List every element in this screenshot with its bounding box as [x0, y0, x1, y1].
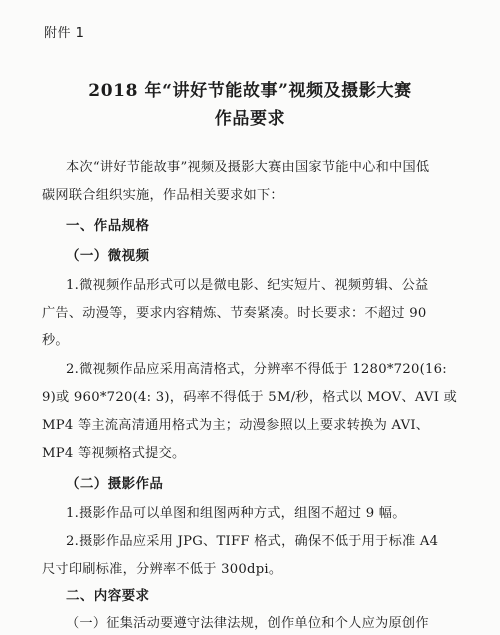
video-item-2-line-4: MP4 等视频格式提交。 [42, 446, 186, 461]
section-heading-1: 一、作品规格 [66, 218, 150, 234]
video-item-2-line-3: MP4 等主流高清通用格式为主；动漫参照以上要求转换为 AVI、 [42, 418, 430, 433]
document-subtitle: 作品要求 [214, 109, 286, 129]
subheading-photography: （二）摄影作品 [66, 476, 164, 492]
intro-line-2: 碳网联合组织实施，作品相关要求如下： [42, 188, 284, 203]
attachment-label: 附件 1 [44, 26, 85, 41]
section-heading-2: 二、内容要求 [66, 588, 150, 604]
video-item-1-line-3: 秒。 [42, 333, 69, 348]
document-title: 2018 年“讲好节能故事”视频及摄影大赛 [88, 81, 412, 101]
video-item-1-line-2: 广告、动漫等，要求内容精炼、节奏紧凑。时长要求：不超过 90 [42, 306, 427, 321]
photo-item-2-line-1: 2.摄影作品应采用 JPG、TIFF 格式，确保不低于用于标准 A4 [66, 534, 439, 549]
intro-line-1: 本次“讲好节能故事”视频及摄影大赛由国家节能中心和中国低 [66, 160, 430, 175]
content-item-1-line-1: （一）征集活动要遵守法律法规，创作单位和个人应为原创作 [66, 616, 429, 631]
video-item-2-line-1: 2.微视频作品应采用高清格式，分辨率不得低于 1280*720(16: [66, 362, 447, 377]
video-item-2-line-2: 9)或 960*720(4: 3)，码率不得低于 5M/秒，格式以 MOV、AVI 或 [42, 390, 458, 405]
photo-item-2-line-2: 尺寸印刷标准，分辨率不低于 300dpi。 [42, 562, 283, 577]
photo-item-1-line-1: 1.摄影作品可以单图和组图两种方式，组图不超过 9 幅。 [66, 506, 406, 521]
subheading-microvideo: （一）微视频 [66, 248, 150, 264]
video-item-1-line-1: 1.微视频作品形式可以是微电影、纪实短片、视频剪辑、公益 [66, 278, 429, 293]
